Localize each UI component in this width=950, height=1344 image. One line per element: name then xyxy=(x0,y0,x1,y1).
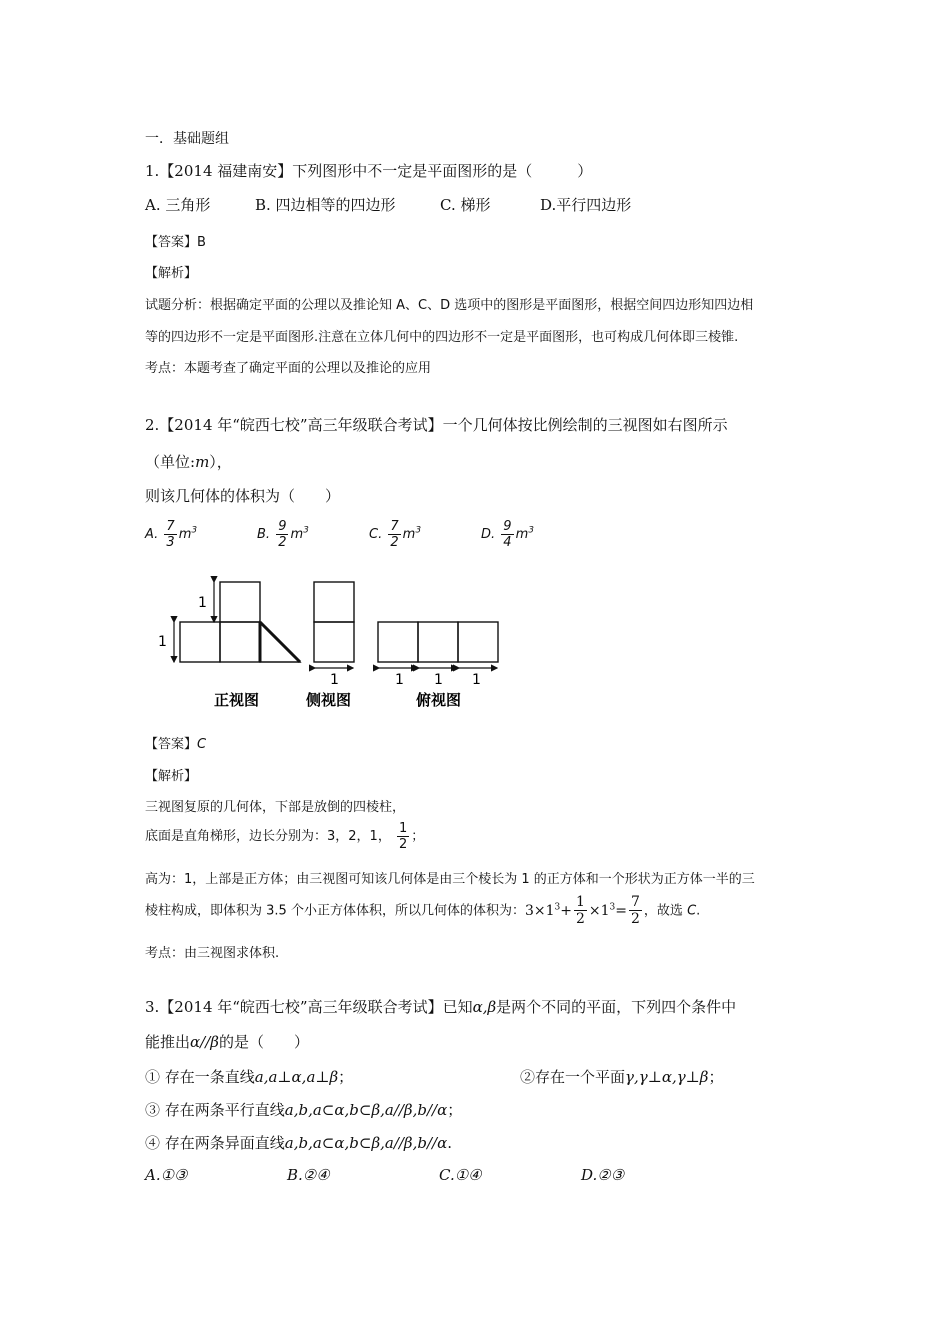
q3-condition-2: ②存在一个平面γ,γ⊥α,γ⊥β； xyxy=(520,1068,724,1086)
q2-analysis-line4: 棱柱构成，即体积为 3.5 个小正方体体积，所以几何体的体积为：$3\times 1^3+$ $\frac{1}{2}$ $\times 1^3=$ $\frac{7}{2}$ ，故选 C. xyxy=(145,894,701,927)
q1-analysis-line1: 试题分析：根据确定平面的公理以及推论知 A、C、D 选项中的图形是平面图形，根据空间四边形知四边相 xyxy=(145,298,754,313)
front-dim-lower-label: 1 xyxy=(158,634,167,650)
q3-option-a: A.①③ xyxy=(145,1166,188,1184)
q1-kaodian: 考点：本题考查了确定平面的公理以及推论的应用 xyxy=(145,361,432,376)
q2-options xyxy=(145,520,534,549)
q3-condition-4: ④ 存在两条异面直线a,b,a⊂α,b⊂β,a//β,b//α. xyxy=(145,1134,452,1152)
side-view xyxy=(314,582,354,662)
top-view xyxy=(378,622,498,662)
q2-kaodian: 考点：由三视图求体积. xyxy=(145,946,280,961)
q2-unit-prefix: （单位: xyxy=(145,453,196,471)
q2-analysis-line1: 三视图复原的几何体，下部是放倒的四棱柱， xyxy=(145,800,406,815)
q1-option-a: A. 三角形 xyxy=(145,196,211,214)
q2-answer-value: C xyxy=(197,737,207,752)
q3-stem-math2: α//β xyxy=(190,1033,219,1051)
top-dim-2-label: 1 xyxy=(434,672,443,688)
q2-unit-suffix: ）， xyxy=(209,453,232,471)
q1-options xyxy=(145,194,631,215)
q1-stem: 1.【2014 福建南安】下列图形中不一定是平面图形的是（ ） xyxy=(145,162,593,180)
q2-analysis-line3: 高为：1，上部是正方体；由三视图可知该几何体是由三个棱长为 1 的正方体和一个形状为正方体一半的三 xyxy=(145,872,755,887)
q3-condition-1: ① 存在一条直线a,a⊥α,a⊥β； xyxy=(145,1068,354,1086)
top-dim-3-label: 1 xyxy=(472,672,481,688)
q2-unit: m xyxy=(195,453,210,471)
side-dim-label: 1 xyxy=(330,672,339,688)
q2-stem-line2 xyxy=(145,451,232,472)
q2-option-a: A. $\frac{7}{3}$ $m^3$ xyxy=(145,519,198,550)
q1-answer: 【答案】B xyxy=(145,235,206,250)
q2-option-d: D. $\frac{9}{4}$ $m^3$ xyxy=(481,519,534,550)
q2-analysis-line2: 底面是直角梯形，边长分别为：3，2，1， $\frac{1}{2}$ ； xyxy=(145,821,425,852)
front-view xyxy=(180,582,300,662)
q3-stem-line1: 3.【2014 年“皖西七校”高三年级联合考试】已知α,β是两个不同的平面，下列四个条件中 xyxy=(145,998,737,1016)
q2-option-c: C. $\frac{7}{2}$ $m^3$ xyxy=(369,519,422,550)
q2-option-b: B. $\frac{9}{2}$ $m^3$ xyxy=(257,519,309,550)
q3-option-b: B.②④ xyxy=(287,1166,330,1184)
q3-stem-line2: 能推出α//β的是（ ） xyxy=(145,1033,309,1051)
q2-stem-line3: 则该几何体的体积为（ ） xyxy=(145,487,341,505)
q2-analysis-label: 【解析】 xyxy=(145,769,198,784)
q3-options xyxy=(145,1166,624,1184)
three-view-figure xyxy=(150,575,510,715)
q3-stem-math1: α,β xyxy=(472,998,497,1016)
top-view-label: 俯视图 xyxy=(416,691,462,709)
q2-stem-line1: 2.【2014 年“皖西七校”高三年级联合考试】一个几何体按比例绘制的三视图如右图所示 xyxy=(145,416,728,434)
side-view-label: 侧视图 xyxy=(306,691,352,709)
top-dim-1-label: 1 xyxy=(395,672,404,688)
q2-answer: 【答案】C xyxy=(145,737,207,752)
q1-option-b: B. 四边相等的四边形 xyxy=(255,196,396,214)
q3-option-d: D.②③ xyxy=(581,1166,625,1184)
q1-option-c: C. 梯形 xyxy=(440,196,491,214)
q3-condition-3: ③ 存在两条平行直线a,b,a⊂α,b⊂β,a//β,b//α； xyxy=(145,1101,463,1119)
q1-option-d: D.平行四边形 xyxy=(540,196,632,214)
q3-option-c: C.①④ xyxy=(439,1166,482,1184)
front-view-label: 正视图 xyxy=(214,691,260,709)
q1-analysis-label: 【解析】 xyxy=(145,266,198,281)
front-dim-upper-label: 1 xyxy=(198,595,207,611)
q1-analysis-line2: 等的四边形不一定是平面图形.注意在立体几何中的四边形不一定是平面图形，也可构成几何体即三棱锥. xyxy=(145,330,739,345)
section-title: 一．基础题组 xyxy=(145,131,229,147)
